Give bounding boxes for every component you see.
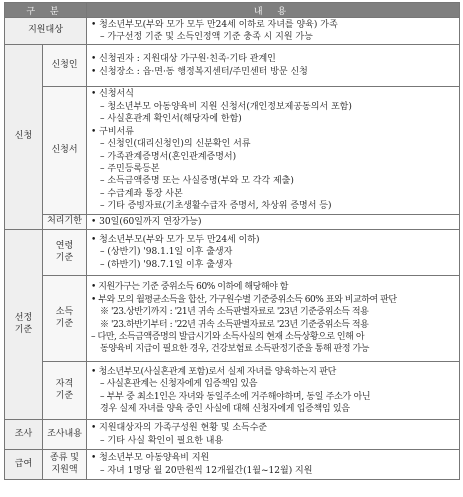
survey-line-1: • 지원대상자의 가족구성원 현황 및 소득수준 xyxy=(91,423,268,434)
age-line-3: – (하반기) '98.7.1일 이후 출생자 xyxy=(100,259,233,270)
header-category: 구 분 xyxy=(5,3,87,18)
content-income xyxy=(87,276,460,362)
documents-line-1: • 신청서식 xyxy=(91,89,134,100)
content-documents xyxy=(87,87,460,215)
row-income-criteria xyxy=(5,276,460,362)
label-payment: 급여 xyxy=(5,450,43,480)
row-qualification-criteria xyxy=(5,362,460,420)
label-criteria: 선정 기준 xyxy=(5,230,43,420)
applicant-line-1: • 신청권자 : 지원대상 가구원·친족·기타 관계인 xyxy=(91,54,276,65)
label-application: 신청 xyxy=(5,45,43,230)
label-applicant: 신청인 xyxy=(43,45,87,87)
documents-line-6: – 가족관계증명서(혼인관계증명서) xyxy=(100,151,237,162)
qualification-line-2: – 사실혼관계는 신청자에게 입증책임 있음 xyxy=(100,379,258,390)
age-line-2: – (상반기) '98.1.1일 이후 출생자 xyxy=(100,247,233,258)
label-documents: 신청서 xyxy=(43,87,87,215)
content-qualification xyxy=(87,362,460,420)
income-line-4: ※ '23.하반기부터 : '22년 귀속 소득판별자료로 '23년 기준중위소득 적용 xyxy=(100,319,369,330)
label-payment-content: 종류 및 지원액 xyxy=(43,450,87,480)
documents-line-10: – 기타 증빙자료(기초생활수급자 증명서, 차상위 증명서 등) xyxy=(100,201,332,212)
row-payment xyxy=(5,450,460,480)
documents-line-5: – 신청인(대리신청인)의 신분확인 서류 xyxy=(100,139,251,150)
documents-line-8: – 소득금액증명 또는 사실증명(부와 모 각각 제출) xyxy=(100,176,294,187)
income-line-2: • 부와 모의 월평균소득을 합산, 가구원수별 기준중위소득 60% 표와 비교하여 판단 xyxy=(91,294,397,305)
survey-line-2: – 기타 사실 확인이 필요한 내용 xyxy=(100,435,224,446)
qualification-line-1: • 청소년부모(사실혼관계 포함)로서 실제 자녀를 양육하는지 판단 xyxy=(91,366,337,377)
content-survey xyxy=(87,420,460,450)
income-line-6: 동양육비 지급이 필요한 경우, 건강보험료 소득판정기준을 통해 판정 가능 xyxy=(100,344,370,355)
content-deadline xyxy=(87,215,460,230)
content-applicant xyxy=(87,45,460,87)
income-line-5: – 다만, 소득금액증명의 발급시기와 소득사실의 현재 소득상황으로 인해 아 xyxy=(91,331,365,342)
deadline-line: • 30일(60일까지 연장가능) xyxy=(91,216,202,227)
documents-line-9: – 수급계좌 통장 사본 xyxy=(100,188,183,199)
label-age: 연령 기준 xyxy=(43,230,87,276)
qualification-line-3: – 부부 중 최소1인은 자녀와 동일주소에 거주해야하며, 동일 주소가 아닌 xyxy=(100,391,371,402)
label-qualification: 자격 기준 xyxy=(43,362,87,420)
applicant-line-2: • 신청장소 : 읍·면·동 행정복지센터/주민센터 방문 신청 xyxy=(91,66,308,77)
payment-line-1: • 청소년부모 아동양육비 지원 xyxy=(91,453,210,464)
income-line-1: • 지원가구는 기준 중위소득 60% 이하에 해당해야 함 xyxy=(91,282,289,293)
documents-line-3: – 사실혼관계 확인서(해당자에 한함) xyxy=(100,114,242,125)
income-line-3: ※ '23.상반기까지 : '21년 귀속 소득판별자료로 '23년 기준중위소득 적용 xyxy=(100,307,369,318)
row-applicant xyxy=(5,45,460,87)
documents-line-7: – 주민등록등본 xyxy=(100,163,160,174)
label-survey: 조사 xyxy=(5,420,43,450)
eligibility-line-1: • 청소년부모(부와 모가 모두 만24세 이하로 자녀를 양육) 가족 xyxy=(91,19,338,30)
label-survey-content: 조사내용 xyxy=(43,420,87,450)
label-eligibility: 지원대상 xyxy=(5,18,87,45)
row-age-criteria xyxy=(5,230,460,276)
documents-line-4: • 구비서류 xyxy=(91,126,134,137)
label-income: 소득 기준 xyxy=(43,276,87,362)
row-documents xyxy=(5,87,460,215)
row-deadline xyxy=(5,215,460,230)
eligibility-line-2: – 가구선정 기준 및 소득인정액 기준 충족 시 지원 가능 xyxy=(100,32,313,42)
content-payment xyxy=(87,450,460,480)
payment-line-2: – 자녀 1명당 월 20만원씩 12개월간(1월~12월) 지원 xyxy=(100,465,313,476)
content-age xyxy=(87,230,460,276)
content-eligibility xyxy=(87,18,460,45)
age-line-1: • 청소년부모(부와 모가 모두 만24세 이하) xyxy=(91,234,260,245)
row-survey xyxy=(5,420,460,450)
label-deadline: 처리기한 xyxy=(43,215,87,230)
qualification-line-4: 경우 실제 자녀를 양육 중인 사실에 대해 신청자에게 입증책임 있음 xyxy=(100,403,350,414)
header-content: 내 용 xyxy=(87,3,460,18)
support-table xyxy=(4,2,460,480)
documents-line-2: – 청소년부모 아동양육비 지원 신청서(개인정보제공동의서 포함) xyxy=(100,101,352,112)
row-eligibility xyxy=(5,18,460,45)
table-header-row xyxy=(5,3,460,18)
